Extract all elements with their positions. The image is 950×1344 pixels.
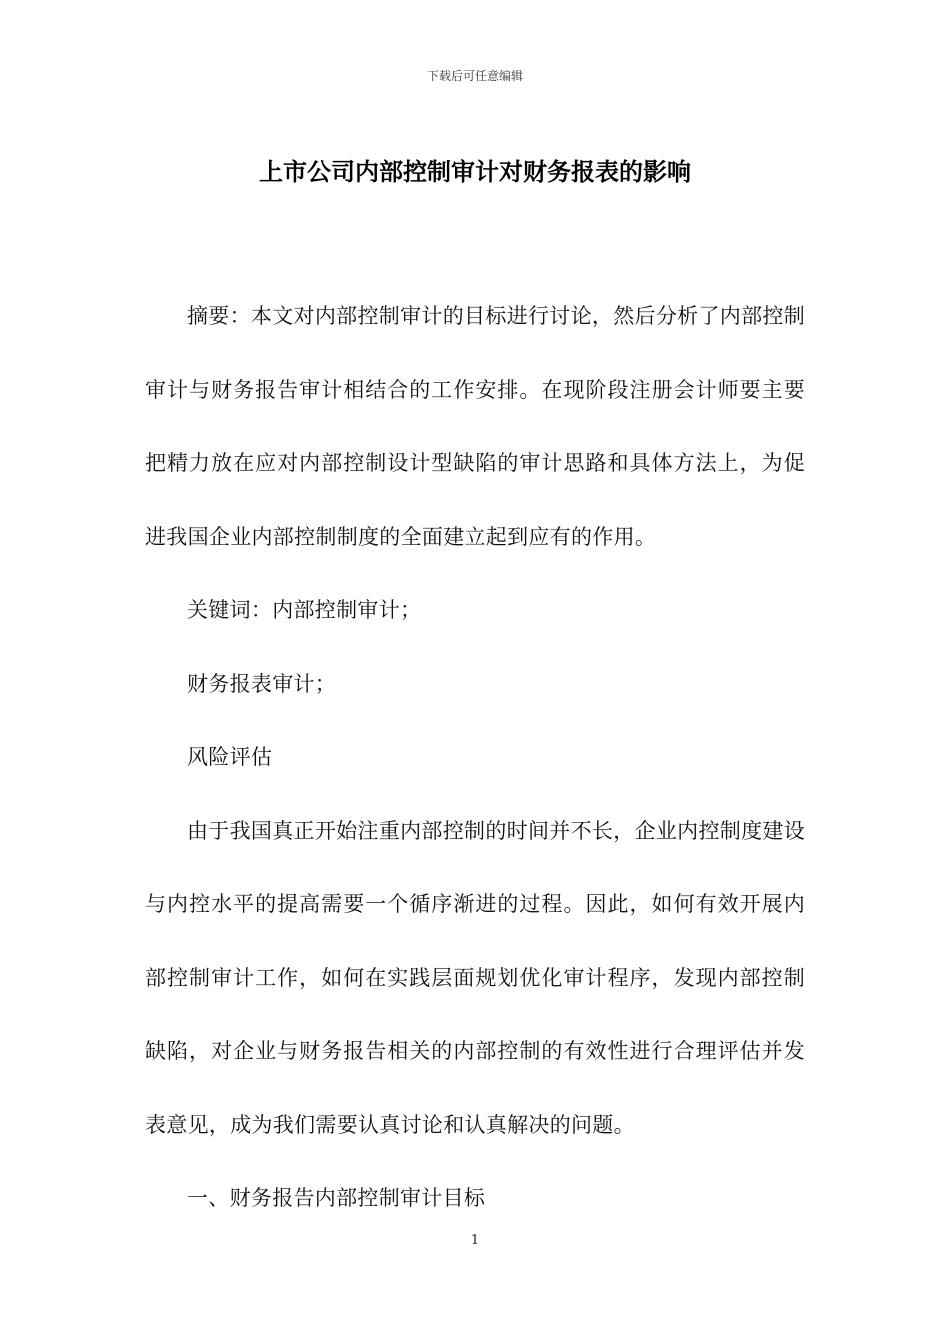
document-title: 上市公司内部控制审计对财务报表的影响	[259, 157, 691, 186]
abstract-paragraph: 摘要：本文对内部控制审计的目标进行讨论，然后分析了内部控制审计与财务报告审计相结合的工作安排。在现阶段注册会计师要主要把精力放在应对内部控制设计型缺陷的审计思路和具体方法上，为促进我国企业内部控制制度的全面建立起到应有的作用。	[145, 304, 805, 549]
section-heading: 一、财务报告内部控制审计目标	[187, 1186, 486, 1210]
header-note: 下载后可任意编辑	[426, 69, 523, 83]
page-number: 1	[470, 1233, 480, 1248]
keyword-item: 财务报表审计；	[187, 671, 337, 696]
document-body	[145, 280, 805, 1236]
intro-paragraph: 由于我国真正开始注重内部控制的时间并不长，企业内控制度建设与内控水平的提高需要一个循序渐进的过程。因此，如何有效开展内部控制审计工作，如何在实践层面规划优化审计程序，发现内部控制缺陷，对企业与财务报告相关的内部控制的有效性进行合理评估并发表意见，成为我们需要认真讨论和认真解决的问题。	[145, 818, 805, 1137]
keywords-line: 关键词：内部控制审计；	[187, 598, 422, 622]
keyword-item: 风险评估	[187, 745, 273, 769]
